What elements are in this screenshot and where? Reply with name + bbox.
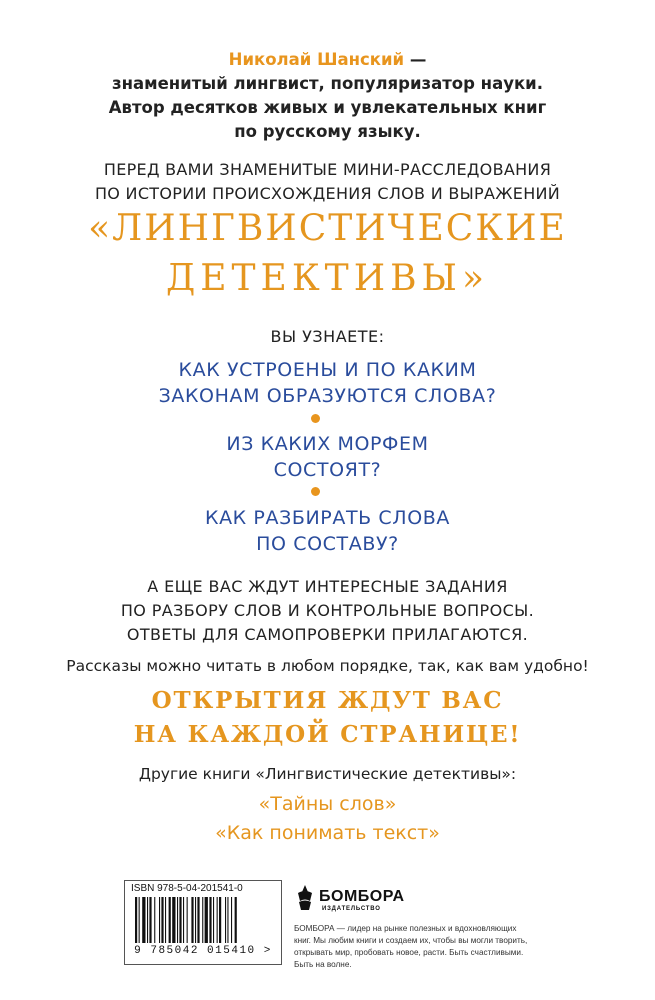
question-1-line-2: ЗАКОНАМ ОБРАЗУЮТСЯ СЛОВА? xyxy=(158,385,497,407)
barcode-bar xyxy=(231,897,232,943)
author-dash: — xyxy=(404,50,427,69)
other-book-title-2: «Как понимать текст» xyxy=(215,822,440,844)
barcode-bar xyxy=(177,897,178,943)
more-line-2: ПО РАЗБОРУ СЛОВ И КОНТРОЛЬНЫЕ ВОПРОСЫ. xyxy=(120,601,535,620)
question-2-line-2: СОСТОЯТ? xyxy=(273,459,382,481)
more-line-1: А ЕЩЕ ВАС ЖДУТ ИНТЕРЕСНЫЕ ЗАДАНИЯ xyxy=(147,577,508,596)
series-title-line-1: «ЛИНГВИСТИЧЕСКИЕ xyxy=(88,208,567,249)
question-1 xyxy=(0,357,655,409)
question-2 xyxy=(0,431,655,483)
intro-line-2: ПО ИСТОРИИ ПРОИСХОЖДЕНИЯ СЛОВ И ВЫРАЖЕНИЙ xyxy=(94,184,561,203)
barcode-bar xyxy=(225,897,226,943)
discover-line-2: НА КАЖДОЙ СТРАНИЦЕ! xyxy=(133,721,522,748)
any-order-text: Рассказы можно читать в любом порядке, так, как вам удобно! xyxy=(66,657,589,675)
author-block xyxy=(0,48,655,144)
barcode-bar xyxy=(183,897,184,943)
barcode-bar xyxy=(169,897,171,943)
series-title-line-2: ДЕТЕКТИВЫ» xyxy=(165,258,489,299)
author-line-1 xyxy=(0,48,655,72)
question-3 xyxy=(0,505,655,557)
question-2-line-1: ИЗ КАКИХ МОРФЕМ xyxy=(226,433,429,455)
barcode-bar xyxy=(219,897,221,943)
barcode-bar xyxy=(191,897,193,943)
isbn-text: ISBN 978-5-04-201541-0 xyxy=(131,883,243,894)
barcode-bar xyxy=(161,897,163,943)
author-line-2: знаменитый лингвист, популяризатор науки. xyxy=(111,74,543,93)
barcode-bar xyxy=(149,897,151,943)
barcode-bar xyxy=(213,897,214,943)
author-line-4: по русскому языку. xyxy=(234,122,421,141)
barcode-bars xyxy=(135,897,271,945)
barcode-bar xyxy=(142,897,145,943)
discover-slogan xyxy=(0,684,655,752)
more-text xyxy=(0,575,655,647)
learn-heading: ВЫ УЗНАЕТЕ: xyxy=(270,327,385,346)
bombora-logo-icon xyxy=(294,883,316,913)
barcode-bar xyxy=(205,897,208,943)
barcode-bar xyxy=(217,897,218,943)
barcode-bar xyxy=(135,897,137,943)
barcode-bar xyxy=(165,897,166,943)
intro-line-1: ПЕРЕД ВАМИ ЗНАМЕНИТЫЕ МИНИ-РАССЛЕДОВАНИЯ xyxy=(103,160,552,179)
barcode-bar xyxy=(202,897,203,943)
bullet-dot-icon xyxy=(311,487,320,496)
barcode-number: 9 785042 015410 > xyxy=(134,945,272,957)
publisher-sub: ИЗДАТЕЛЬСТВО xyxy=(322,906,381,912)
publisher-blurb: БОМБОРА — лидер на рынке полезных и вдохновляющих книг. Мы любим книги и создаем их, чтобы вы могли творить, открывать мир, пробовать новое, расти. Быть счастливыми. Быть на волне. xyxy=(294,924,528,969)
publisher-name: БОМБОРА xyxy=(319,888,405,905)
other-book-title-1: «Тайны слов» xyxy=(258,793,397,815)
barcode-bar xyxy=(154,897,155,943)
barcode-bar xyxy=(209,897,211,943)
bullet-dot-icon xyxy=(311,414,320,423)
author-name: Николай Шанский xyxy=(228,50,405,69)
barcode-bar xyxy=(235,897,237,943)
barcode-bar xyxy=(179,897,181,943)
barcode-bar xyxy=(159,897,160,943)
discover-line-1: ОТКРЫТИЯ ЖДУТ ВАС xyxy=(151,687,504,714)
other-books-intro: Другие книги «Лингвистические детективы»: xyxy=(138,765,517,783)
barcode-bar xyxy=(139,897,140,943)
author-line-3: Автор десятков живых и увлекательных книг xyxy=(108,98,547,117)
question-3-line-2: ПО СОСТАВУ? xyxy=(256,533,399,555)
intro-text xyxy=(0,158,655,206)
barcode-bar xyxy=(187,897,188,943)
barcode-bar xyxy=(227,897,228,943)
barcode-bar xyxy=(172,897,175,943)
more-line-3: ОТВЕТЫ ДЛЯ САМОПРОВЕРКИ ПРИЛАГАЮТСЯ. xyxy=(126,625,529,644)
question-1-line-1: КАК УСТРОЕНЫ И ПО КАКИМ xyxy=(178,359,477,381)
barcode-bar xyxy=(197,897,199,943)
barcode-bar xyxy=(147,897,148,943)
question-3-line-1: КАК РАЗБИРАТЬ СЛОВА xyxy=(205,507,450,529)
barcode xyxy=(124,880,282,965)
barcode-bar xyxy=(195,897,196,943)
